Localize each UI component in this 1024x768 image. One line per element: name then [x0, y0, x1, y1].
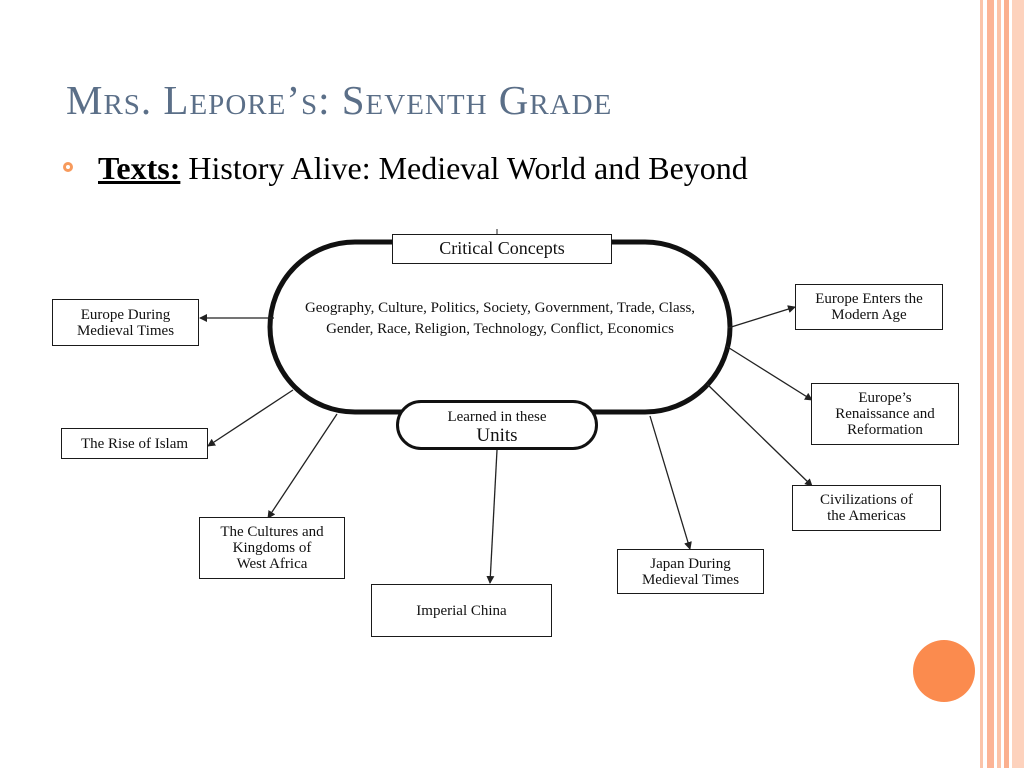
- texts-value: History Alive: Medieval World and Beyond: [188, 150, 748, 186]
- slide-title: Mrs. Lepore’s: Seventh Grade: [66, 77, 613, 123]
- unit-modern-age: Europe Enters the Modern Age: [795, 284, 943, 330]
- unit-west-africa: The Cultures and Kingdoms of West Africa: [199, 517, 345, 579]
- decor-circle: [913, 640, 975, 702]
- unit-europe-medieval: Europe During Medieval Times: [52, 299, 199, 346]
- learned-line-2: Units: [476, 425, 518, 446]
- texts-label: Texts:: [98, 150, 181, 186]
- arrow-renaissance: [726, 346, 812, 400]
- arrow-imperial-china: [490, 450, 497, 583]
- unit-renaissance: Europe’s Renaissance and Reformation: [811, 383, 959, 445]
- unit-imperial-china: Imperial China: [371, 584, 552, 637]
- concepts-list: Geography, Culture, Politics, Society, Government, Trade, Class, Gender, Race, Religion, Technology, Conflict, Economics: [304, 300, 696, 337]
- learned-units-box: [396, 400, 598, 450]
- arrow-rise-of-islam: [208, 390, 293, 446]
- arrow-west-africa: [268, 414, 337, 518]
- arrow-modern-age: [728, 307, 795, 328]
- unit-rise-of-islam: The Rise of Islam: [61, 428, 208, 459]
- learned-line-1: Learned in these: [447, 409, 547, 425]
- unit-japan-medieval: Japan During Medieval Times: [617, 549, 764, 594]
- unit-americas: Civilizations of the Americas: [792, 485, 941, 531]
- critical-concepts-box: Critical Concepts: [392, 234, 612, 264]
- arrow-americas: [707, 384, 812, 486]
- arrow-japan: [650, 416, 690, 549]
